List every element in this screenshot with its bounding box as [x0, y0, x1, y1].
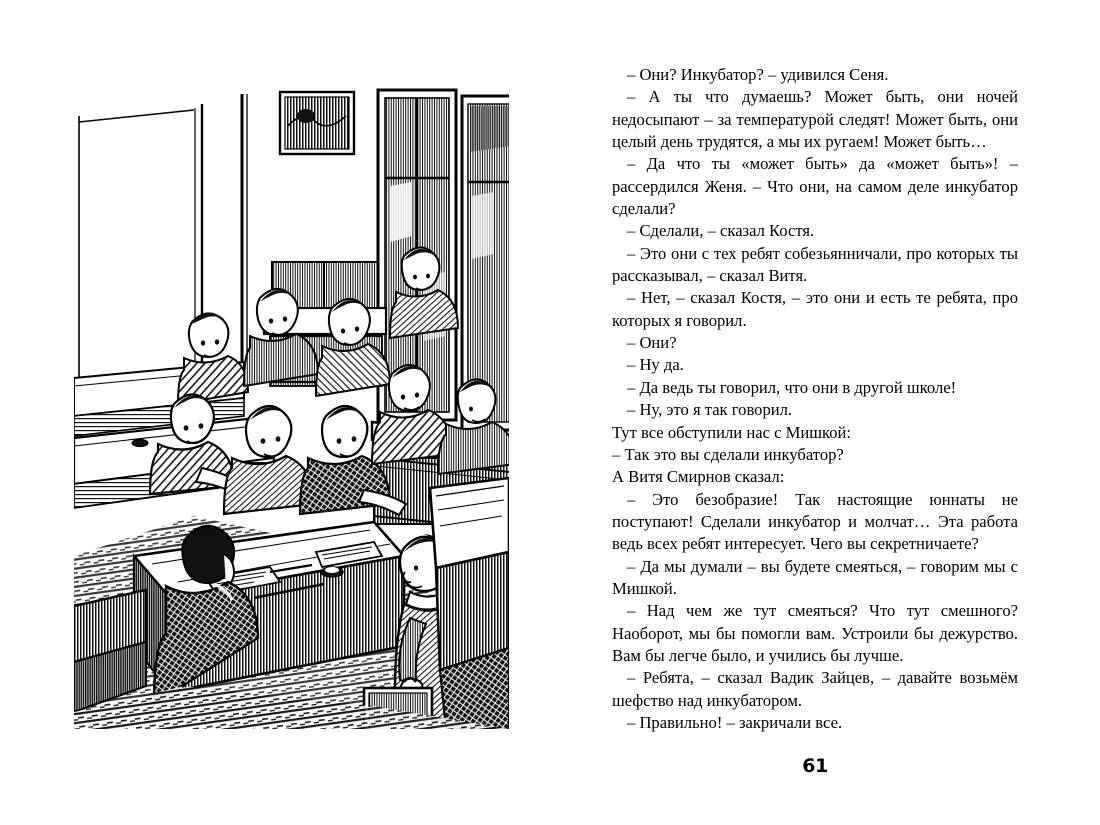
- body-paragraph: А Витя Смирнов сказал:: [612, 467, 785, 487]
- body-paragraph: Тут все обступили нас с Мишкой:: [612, 422, 852, 442]
- wall-picture: [280, 92, 354, 154]
- page-number: 61: [802, 755, 828, 777]
- body-paragraph: – Да мы думали – вы будете смеяться, – говорим мы с Мишкой.: [612, 556, 1023, 598]
- body-paragraph: – Ну да.: [627, 355, 684, 375]
- body-paragraph: – Ребята, – сказал Вадик Зайцев, – давайте возьмём шефство над инкубатором.: [612, 668, 1023, 710]
- body-paragraph: – Да что ты «может быть» да «может быть»! – рассердился Женя. – Что они, на самом деле инкубатор сделали?: [612, 154, 1023, 219]
- body-paragraph: – Над чем же тут смеяться? Что тут смешного? Наоборот, мы бы помогли вам. Устроили бы дежурство. Вам бы легче было, и учились бы лучше.: [612, 601, 1023, 665]
- body-paragraph: – Ну, это я так говорил.: [627, 400, 793, 420]
- body-paragraph: – Сделали, – сказал Костя.: [627, 221, 815, 241]
- body-paragraph: – А ты что думаешь? Может быть, они ночей недосыпают – за температурой следят! Может быть, они целый день трудятся, а мы их ругаем! Может быть…: [612, 87, 1023, 152]
- body-paragraph: – Они? Инкубатор? – удивился Сеня.: [627, 65, 889, 84]
- body-paragraph: – Да ведь ты говорил, что они в другой школе!: [627, 377, 957, 397]
- right-desk: [430, 478, 509, 729]
- body-paragraph: – Так это вы сделали инкубатор?: [612, 444, 844, 464]
- classroom-illustration: [74, 86, 509, 729]
- body-paragraph: – Это они с тех ребят собезьянничали, про которых ты рассказывал, – сказал Витя.: [612, 243, 1023, 286]
- body-paragraph: – Правильно! – закричали все.: [627, 712, 843, 732]
- body-paragraph: – Нет, – сказал Костя, – это они и есть те ребята, про которых я говорил.: [612, 288, 1023, 330]
- body-paragraph: – Это безобразие! Так настоящие юннаты не поступают! Сделали инкубатор и молчат… Эта работа ведь всех ребят интересует. Чего вы секретничаете?: [612, 489, 1023, 554]
- body-paragraph: – Они?: [627, 333, 677, 353]
- body-text: [612, 64, 1023, 734]
